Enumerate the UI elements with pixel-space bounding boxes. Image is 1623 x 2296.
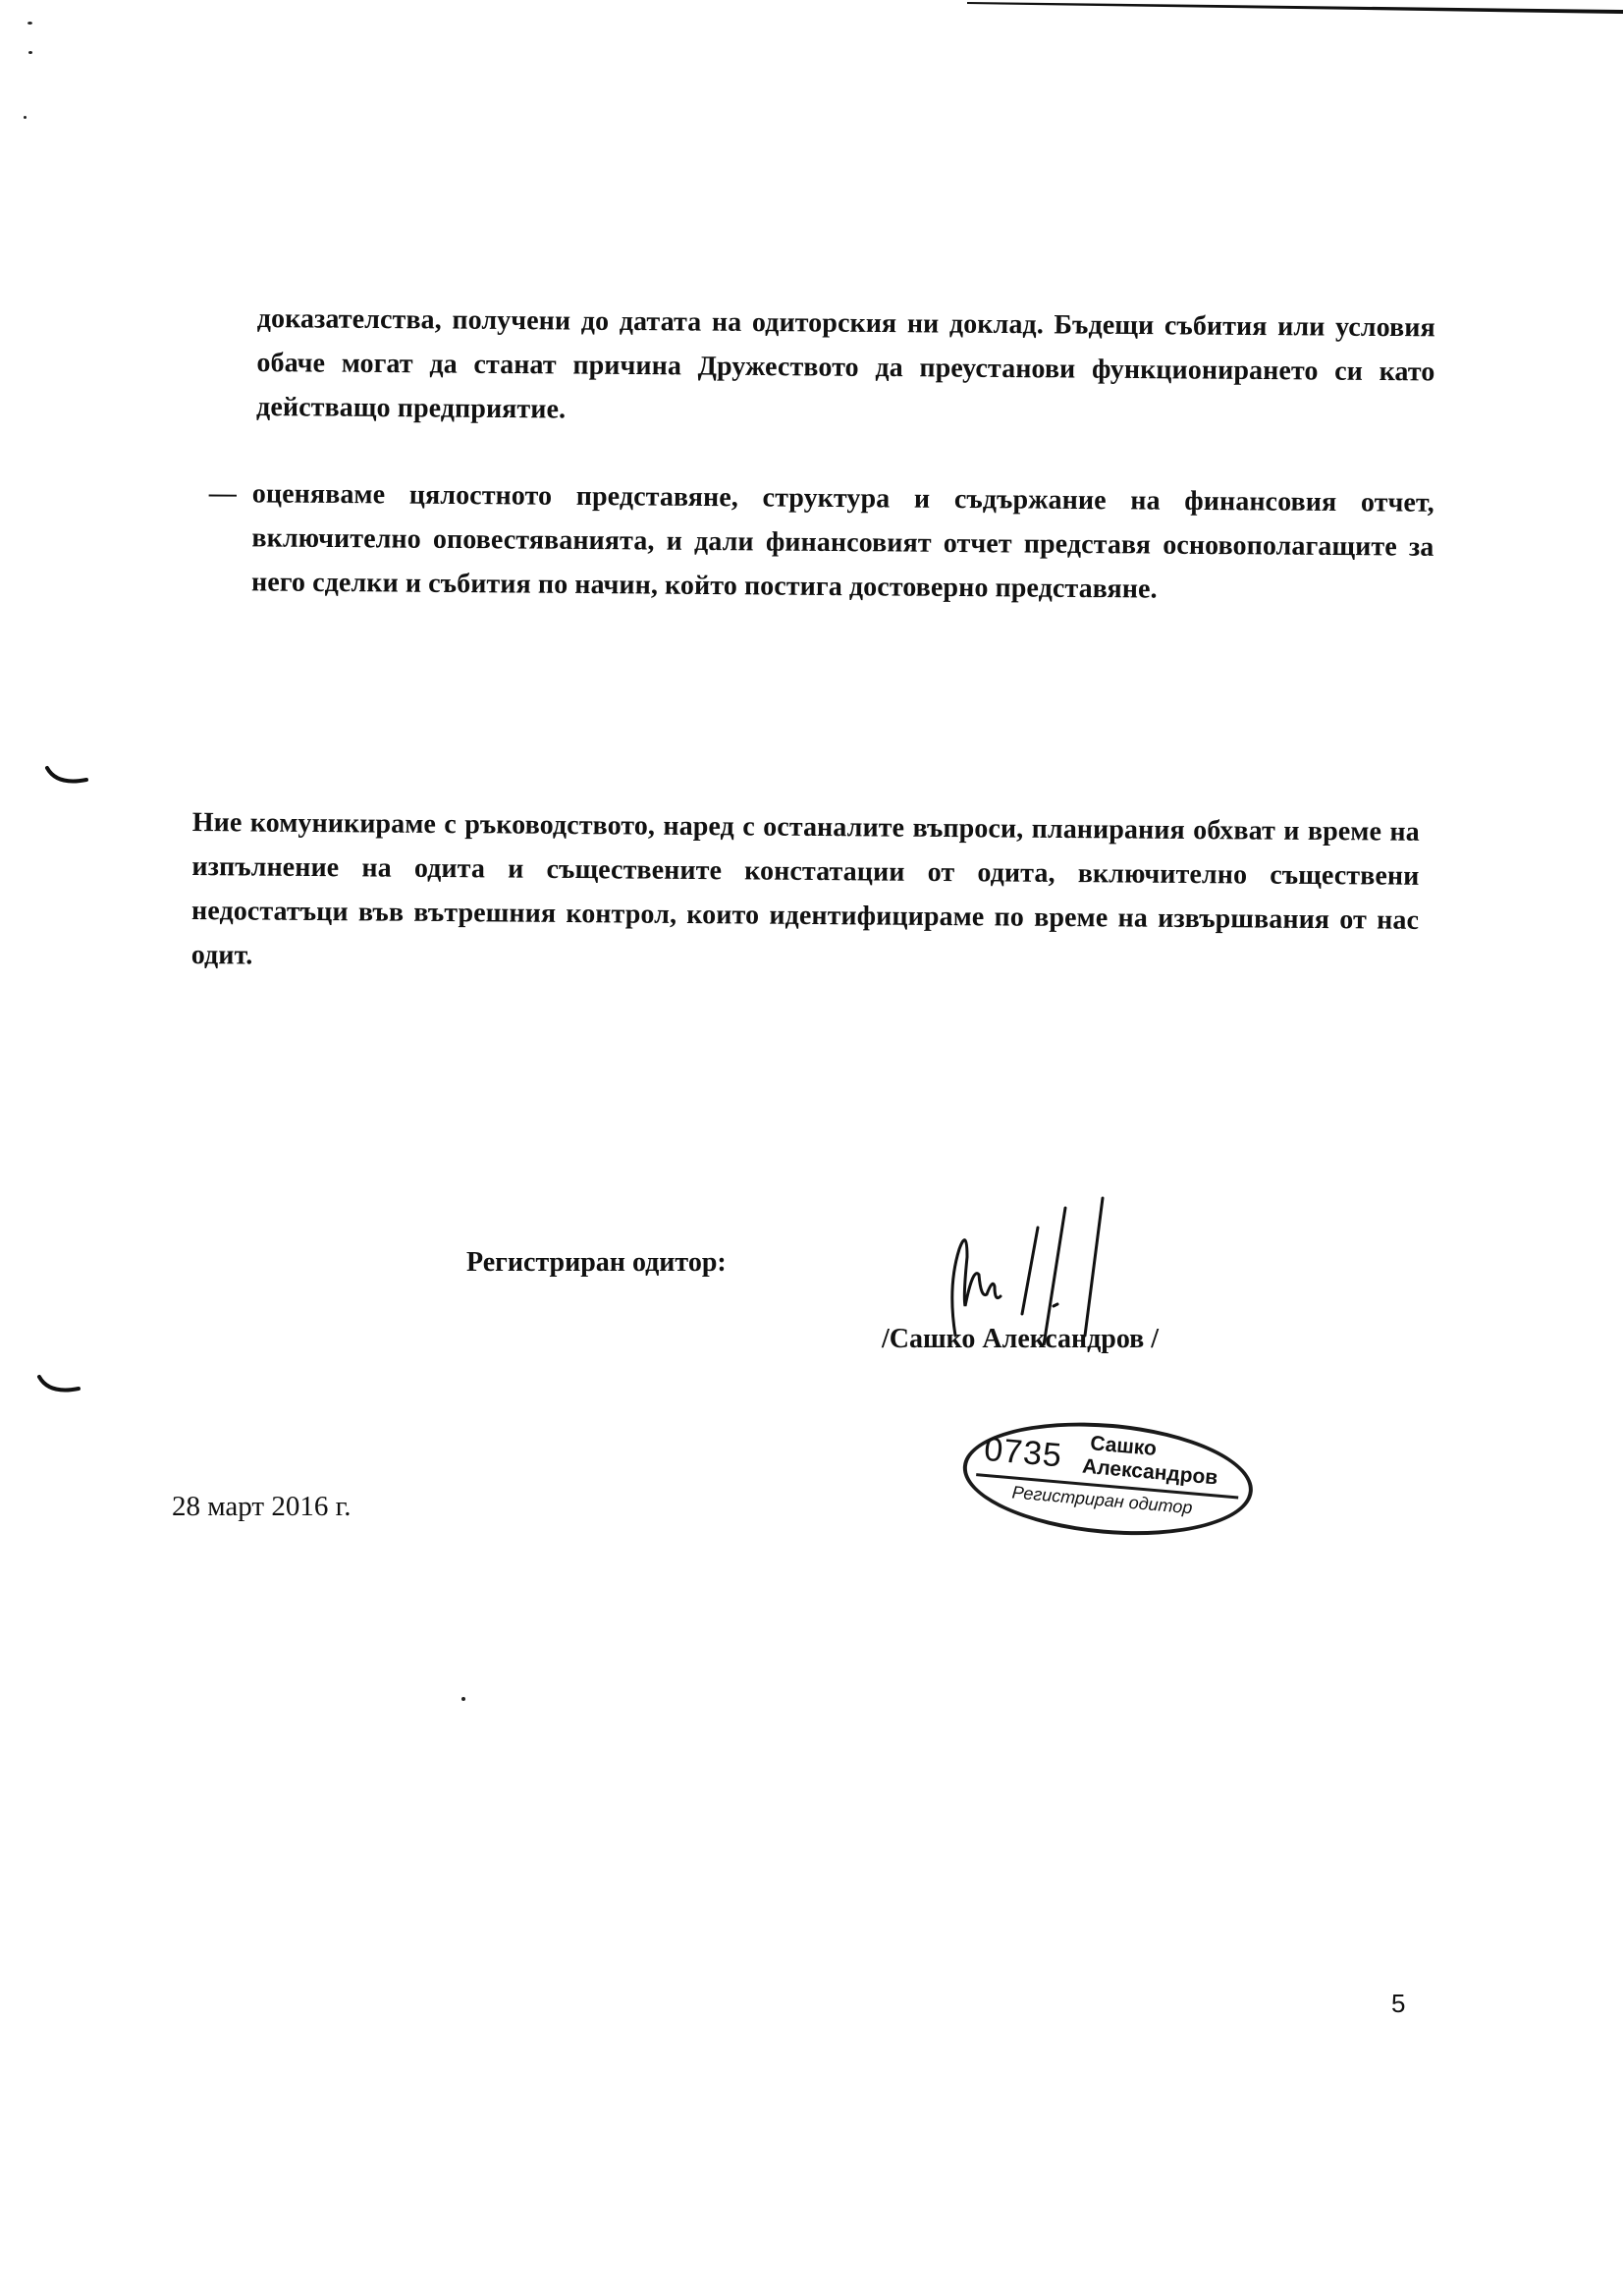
- scan-edge-mark: [967, 0, 1623, 14]
- auditor-name: /Сашко Александров /: [882, 1324, 1160, 1354]
- stamp-first-name: Сашко: [1089, 1432, 1158, 1460]
- communication-paragraph: Ние комуникираме с ръководството, наред с останалите въпроси, планирания обхват и време на изпълнение на одита и съществените констатации от одита, включително съществени недостатъци във вътрешния контрол, които идентифицираме по време на извършвания от нас одит.: [190, 806, 1420, 971]
- auditor-stamp: [957, 1411, 1261, 1555]
- bullet-item: [208, 471, 1434, 614]
- scan-speck: [27, 22, 32, 25]
- continuation-paragraph: доказателства, получени до датата на одиторския ни доклад. Бъдещи събития или условия обаче могат да станат причина Дружеството да преустанови функционирането си като действащо предприятие.: [255, 302, 1435, 425]
- bullet-dash: —: [208, 477, 238, 510]
- scan-speck: [28, 51, 32, 54]
- stamp-role: Регистриран одитор: [1010, 1482, 1194, 1518]
- signature-label: Регистриран одитор:: [466, 1247, 727, 1278]
- punch-hole-mark: [35, 1371, 84, 1400]
- scan-speck: [461, 1697, 465, 1701]
- bullet-text: оценяваме цялостното представяне, структура и съдържание на финансовия отчет, включително оповестяванията, и дали финансовият отчет представя основополагащите за него сделки и събития по начин, който постига достоверно представяне.: [250, 478, 1434, 605]
- page-number: 5: [1391, 1989, 1406, 2018]
- stamp-last-name: Александров: [1081, 1454, 1219, 1490]
- handwritten-signature: [938, 1188, 1163, 1345]
- scan-speck: [24, 116, 27, 119]
- punch-hole-mark: [43, 762, 92, 792]
- stamp-number: 0735: [982, 1430, 1064, 1475]
- document-date: 28 март 2016 г.: [172, 1491, 352, 1522]
